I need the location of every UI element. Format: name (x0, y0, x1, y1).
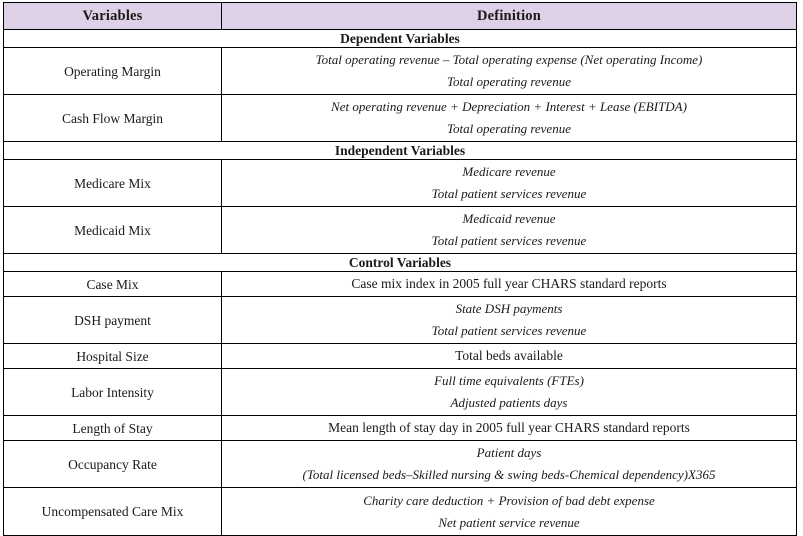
column-header-definition: Definition (222, 3, 797, 30)
variable-name-length-of-stay: Length of Stay (4, 416, 222, 441)
table-row (4, 272, 797, 297)
definition-dsh-payment (222, 297, 797, 344)
formula-denominator: Total operating revenue (447, 74, 571, 89)
variable-name-operating-margin: Operating Margin (4, 48, 222, 95)
table-row (4, 488, 797, 536)
section-header-row (4, 142, 797, 160)
definition-operating-margin (222, 48, 797, 95)
table-row (4, 297, 797, 344)
definition-case-mix: Case mix index in 2005 full year CHARS standard reports (222, 272, 797, 297)
section-header-row (4, 254, 797, 272)
formula-numerator: Charity care deduction + Provision of bad debt expense (363, 492, 655, 508)
table-row (4, 48, 797, 95)
formula-numerator: Full time equivalents (FTEs) (434, 373, 584, 388)
column-header-variables: Variables (4, 3, 222, 30)
formula-denominator: (Total licensed beds–Skilled nursing & swing beds-Chemical dependency)X365 (302, 467, 716, 482)
table-header-row (4, 3, 797, 30)
formula-denominator: Total patient services revenue (431, 186, 587, 201)
definition-uncompensated-care-mix (222, 488, 797, 536)
formula-denominator: Total patient services revenue (431, 233, 587, 248)
table-row (4, 95, 797, 142)
section-title-independent: Independent Variables (4, 142, 797, 160)
formula-numerator: Total operating revenue – Total operating expense (Net operating Income) (315, 52, 703, 67)
formula-denominator: Net patient service revenue (438, 514, 580, 530)
variable-name-dsh-payment: DSH payment (4, 297, 222, 344)
formula-denominator: Adjusted patients days (450, 395, 568, 410)
section-header-row (4, 30, 797, 48)
definition-length-of-stay: Mean length of stay day in 2005 full year CHARS standard reports (222, 416, 797, 441)
variable-name-medicare-mix: Medicare Mix (4, 160, 222, 207)
formula-numerator: Net operating revenue + Depreciation + Interest + Lease (EBITDA) (331, 99, 687, 114)
formula-numerator: Patient days (476, 445, 542, 460)
table-row (4, 344, 797, 369)
formula-numerator: State DSH payments (455, 301, 563, 316)
table-row (4, 441, 797, 488)
table-row (4, 416, 797, 441)
definition-labor-intensity (222, 369, 797, 416)
definition-medicaid-mix (222, 207, 797, 254)
definition-medicare-mix (222, 160, 797, 207)
variable-name-case-mix: Case Mix (4, 272, 222, 297)
section-title-control: Control Variables (4, 254, 797, 272)
section-title-dependent: Dependent Variables (4, 30, 797, 48)
definition-hospital-size: Total beds available (222, 344, 797, 369)
variable-definition-table-container (3, 2, 796, 536)
definition-cash-flow-margin (222, 95, 797, 142)
variable-name-occupancy-rate: Occupancy Rate (4, 441, 222, 488)
variable-name-hospital-size: Hospital Size (4, 344, 222, 369)
table-header (4, 3, 797, 30)
variable-name-labor-intensity: Labor Intensity (4, 369, 222, 416)
definition-occupancy-rate (222, 441, 797, 488)
variable-name-medicaid-mix: Medicaid Mix (4, 207, 222, 254)
variable-name-uncompensated-care-mix: Uncompensated Care Mix (4, 488, 222, 536)
variable-name-cash-flow-margin: Cash Flow Margin (4, 95, 222, 142)
formula-numerator: Medicaid revenue (462, 211, 556, 226)
variable-definition-table (3, 2, 797, 536)
formula-numerator: Medicare revenue (462, 164, 556, 179)
formula-denominator: Total patient services revenue (431, 323, 587, 338)
table-row (4, 207, 797, 254)
table-row (4, 160, 797, 207)
formula-denominator: Total operating revenue (447, 121, 571, 136)
table-row (4, 369, 797, 416)
table-body (4, 30, 797, 536)
